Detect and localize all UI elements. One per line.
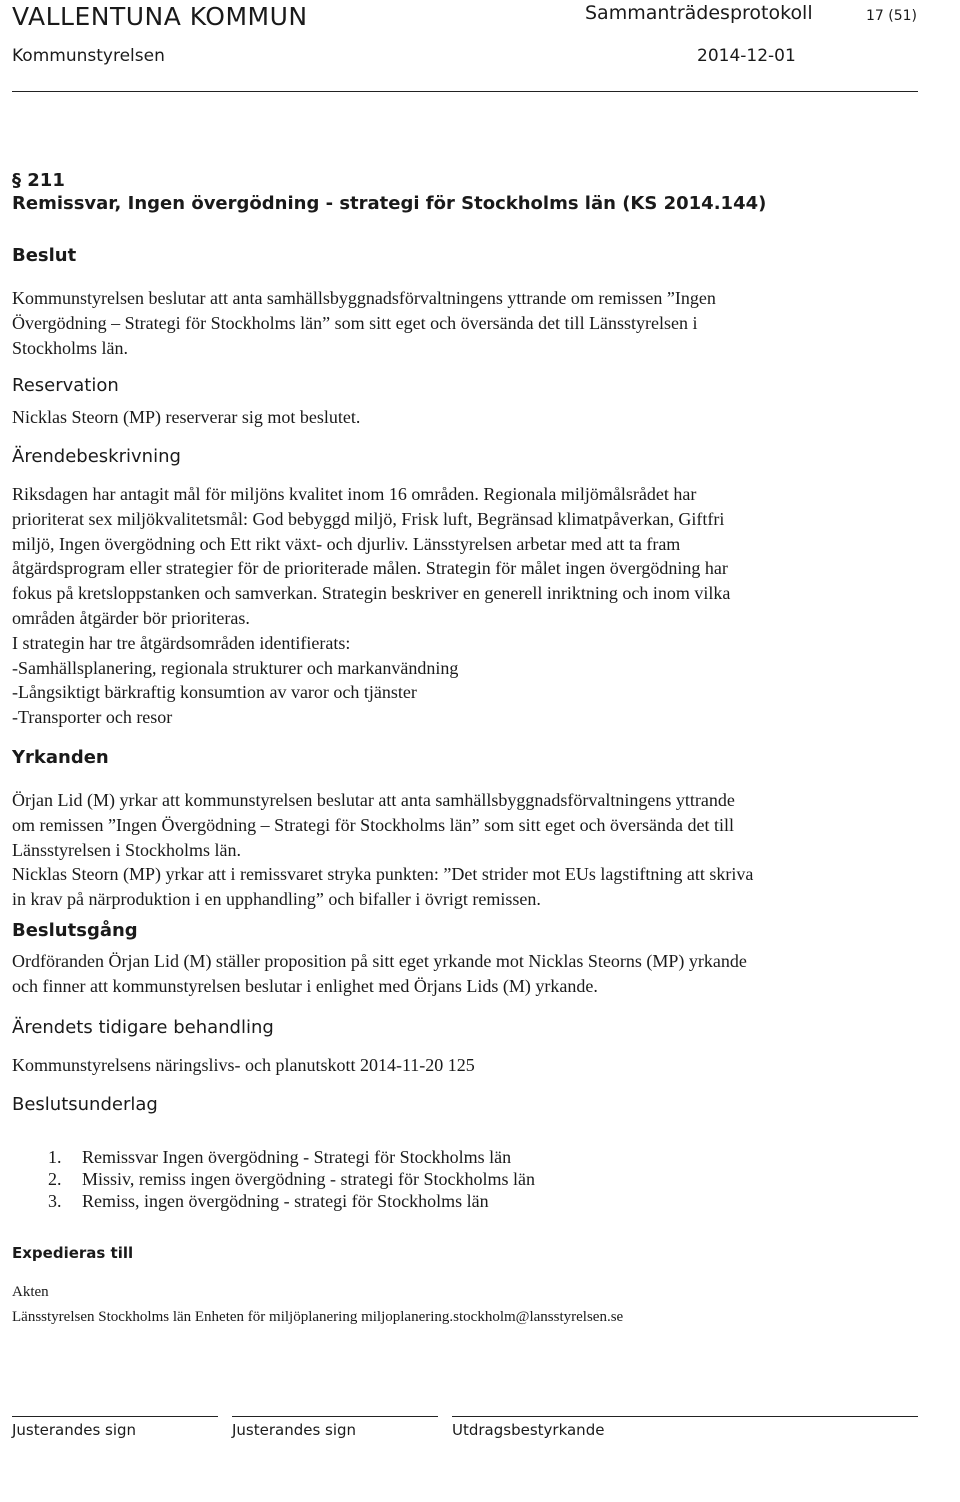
yrkanden-line: Nicklas Steorn (MP) yrkar att i remissvaret stryka punkten: ”Det strider mot EUs lagstiftning att skriva xyxy=(12,864,754,885)
signature-line xyxy=(12,1416,218,1417)
yrkanden-line: Örjan Lid (M) yrkar att kommunstyrelsen beslutar att anta samhällsbyggnadsförvaltningens yttrande xyxy=(12,790,735,810)
reservation-text xyxy=(12,405,932,430)
list-item xyxy=(12,1168,535,1190)
arendebeskrivning-line: fokus på kretsloppstanken och samverkan. Strategin beskriver en generell inriktning och inom vilka xyxy=(12,583,731,604)
arendebeskrivning-line: I strategin har tre åtgärdsområden identifierats: xyxy=(12,632,351,653)
governing-body: Kommunstyrelsen xyxy=(12,46,165,66)
document-type: Sammanträdesprotokoll xyxy=(585,2,813,24)
beslutsgang-heading: Beslutsgång xyxy=(12,920,138,941)
paragraph-number: § 211 xyxy=(12,170,65,191)
reservation-line: Nicklas Steorn (MP) reserverar sig mot beslutet. xyxy=(12,407,361,427)
item-title: Remissvar, Ingen övergödning - strategi för Stockholms län (KS 2014.144) xyxy=(12,193,767,214)
arendebeskrivning-line: miljö, Ingen övergödning och Ett rikt växt- och djurliv. Länsstyrelsen arbetar med att ta fram xyxy=(12,533,681,554)
arendebeskrivning-line: åtgärdsprogram eller strategier för de prioriterade målen. Strategin för målet ingen övergödning har xyxy=(12,558,728,579)
list-item-text: Remiss, ingen övergödning - strategi för Stockholms län xyxy=(82,1191,489,1211)
tidigare-line: Kommunstyrelsens näringslivs- och planutskott 2014-11-20 125 xyxy=(12,1055,475,1075)
list-item xyxy=(12,1190,535,1212)
signature-label-2: Justerandes sign xyxy=(232,1421,357,1439)
list-item-number: 2. xyxy=(48,1169,62,1189)
arendebeskrivning-line: Riksdagen har antagit mål för miljöns kvalitet inom 16 områden. Regionala miljömålsrådet har xyxy=(12,484,697,504)
beslutsunderlag-heading: Beslutsunderlag xyxy=(12,1094,158,1115)
beslut-text xyxy=(12,286,932,360)
signature-label-1: Justerandes sign xyxy=(12,1421,137,1439)
beslutsgang-line: Ordföranden Örjan Lid (M) ställer proposition på sitt eget yrkande mot Nicklas Steorns (MP) yrkande xyxy=(12,951,747,971)
list-item xyxy=(12,1146,535,1168)
recipient: Länsstyrelsen Stockholms län Enheten för miljöplanering miljoplanering.stockholm@lansstyrelsen.se xyxy=(12,1309,624,1325)
list-item-text: Missiv, remiss ingen övergödning - strategi för Stockholms län xyxy=(82,1169,535,1189)
beslut-line: Kommunstyrelsen beslutar att anta samhällsbyggnadsförvaltningens yttrande om remissen ”Ingen xyxy=(12,288,716,308)
arendebeskrivning-line: -Transporter och resor xyxy=(12,707,173,728)
yrkanden-line: in krav på närproduktion i en upphandling” och bifaller i övrigt remissen. xyxy=(12,889,541,910)
signature-label-3: Utdragsbestyrkande xyxy=(452,1421,605,1439)
beslutsgang-line: och finner att kommunstyrelsen beslutar i enlighet med Örjans Lids (M) yrkande. xyxy=(12,975,598,996)
arendebeskrivning-line: områden åtgärder bör prioriteras. xyxy=(12,607,250,628)
tidigare-text xyxy=(12,1053,932,1078)
signature-line xyxy=(452,1416,918,1417)
beslutsgang-text xyxy=(12,949,932,999)
expedieras-heading: Expedieras till xyxy=(12,1244,134,1262)
arendebeskrivning-text xyxy=(12,482,932,730)
page-number: 17 (51) xyxy=(866,8,918,24)
recipient: Akten xyxy=(12,1284,49,1300)
signature-line xyxy=(232,1416,438,1417)
beslutsunderlag-list xyxy=(12,1146,535,1212)
reservation-heading: Reservation xyxy=(12,375,119,396)
arendebeskrivning-line: -Samhällsplanering, regionala strukturer och markanvändning xyxy=(12,657,459,678)
header-divider xyxy=(12,91,918,92)
yrkanden-heading: Yrkanden xyxy=(12,747,109,768)
arendebeskrivning-line: -Långsiktigt bärkraftig konsumtion av varor och tjänster xyxy=(12,682,417,703)
yrkanden-line: Länsstyrelsen i Stockholms län. xyxy=(12,839,241,860)
list-item-number: 3. xyxy=(48,1191,62,1211)
meeting-date: 2014-12-01 xyxy=(697,46,796,66)
tidigare-heading: Ärendets tidigare behandling xyxy=(12,1017,274,1038)
beslut-line: Övergödning – Strategi för Stockholms län” som sitt eget och översända det till Länsstyrelsen i xyxy=(12,312,698,333)
arendebeskrivning-line: prioriterat sex miljökvalitetsmål: God bebyggd miljö, Frisk luft, Begränsad klimatpåverkan, Giftfri xyxy=(12,508,725,529)
list-item-number: 1. xyxy=(48,1147,62,1167)
yrkanden-line: om remissen ”Ingen Övergödning – Strategi för Stockholms län” som sitt eget och översända det till xyxy=(12,814,735,835)
beslut-heading: Beslut xyxy=(12,245,77,266)
arendebeskrivning-heading: Ärendebeskrivning xyxy=(12,446,181,467)
list-item-text: Remissvar Ingen övergödning - Strategi för Stockholms län xyxy=(82,1147,512,1167)
yrkanden-text xyxy=(12,788,932,912)
beslut-line: Stockholms län. xyxy=(12,337,128,358)
organization-name: VALLENTUNA KOMMUN xyxy=(12,2,308,31)
